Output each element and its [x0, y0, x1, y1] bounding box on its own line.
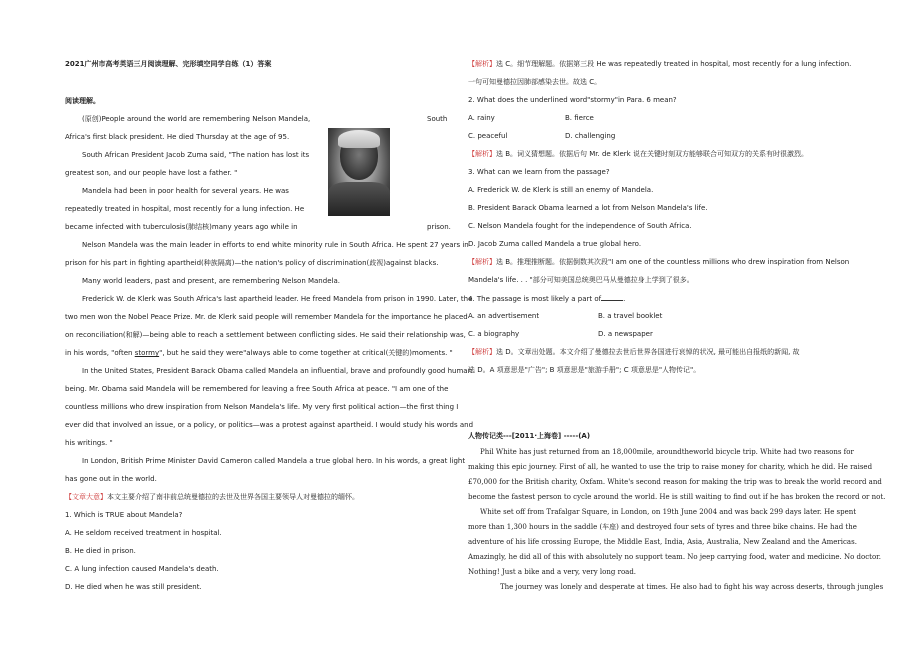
- passage2-line: adventure of his life crossing Europe, the Middle East, India, Asia, Australia, New Zealand and the Americas.: [468, 538, 857, 546]
- passage-line: repeatedly treated in hospital, most recently for a lung infection. He: [65, 205, 305, 213]
- analysis-tag: 【解析】: [468, 150, 496, 158]
- option-1a: A. He seldom received treatment in hospital.: [65, 529, 222, 537]
- passage-line: Nelson Mandela was the main leader in efforts to end white minority rule in South Africa. He spent 27 years in: [82, 241, 469, 249]
- mandela-portrait-photo: [328, 128, 390, 216]
- analysis-4: 【解析】选 D。文章出处题。本文介绍了曼德拉去世后世界各国进行哀悼的状况, 最可能出自报纸的新闻, 故: [468, 348, 800, 356]
- document-title: 2021广州市高考英语三月阅读理解、完形填空同学自练（1）答案: [65, 60, 272, 68]
- portrait-hair: [338, 130, 380, 148]
- passage-line: South African President Jacob Zuma said, "The nation has lost its: [82, 151, 310, 159]
- analysis-tag: 【解析】: [468, 258, 496, 266]
- question-2: 2. What does the underlined word"stormy"in Para. 6 mean?: [468, 96, 677, 104]
- passage2-line: Nothing! Just a bike and a very, very long road.: [468, 568, 637, 576]
- portrait-hands: [328, 182, 390, 216]
- analysis-line: 一句可知曼德拉因肺部感染去世。故选 C。: [468, 78, 602, 86]
- passage-line: countless millions who drew inspiration from Nelson Mandela's life. My very first political action—the first thing I: [65, 403, 459, 411]
- passage-line: prison for his part in fighting apartheid(种族隔离)—the nation's policy of discrimination(歧视)against blacks.: [65, 259, 439, 267]
- option-3a: A. Frederick W. de Klerk is still an enemy of Mandela.: [468, 186, 654, 194]
- passage-line: became infected with tuberculosis(肺结核)many years ago while in: [65, 223, 298, 231]
- passage-line: Many world leaders, past and present, are remembering Nelson Mandela.: [82, 277, 340, 285]
- passage-line: his writings. ": [65, 439, 113, 447]
- passage-line: Mandela had been in poor health for several years. He was: [82, 187, 289, 195]
- option-1b: B. He died in prison.: [65, 547, 136, 555]
- passage-line: ever did that involved an issue, or a policy, or politics—was a protest against apartheid. I would study his words and: [65, 421, 474, 429]
- option-4c: C. a biography: [468, 330, 520, 338]
- option-2c: C. peaceful: [468, 132, 508, 140]
- passage-line: in his words, "often stormy", but he said they were"always able to come together at critical(关键的)moments. ": [65, 349, 453, 357]
- analysis-line: 选 D。A 项意思是"广告"; B 项意思是"旅游手册"; C 项意思是"人物传记"。: [468, 366, 701, 374]
- option-3c: C. Nelson Mandela fought for the independence of South Africa.: [468, 222, 692, 230]
- passage2-line: more than 1,300 hours in the saddle (车座) and destroyed four sets of tyres and three bike chains. He had the: [468, 523, 857, 531]
- option-3b: B. President Barack Obama learned a lot from Nelson Mandela's life.: [468, 204, 708, 212]
- option-4a: A. an advertisement: [468, 312, 540, 320]
- passage-line: greatest son, and our people have lost a father. ": [65, 169, 238, 177]
- summary-tag: 【文章大意】: [65, 493, 107, 501]
- passage-line: In the United States, President Barack Obama called Mandela an influential, brave and profoundly good human: [82, 367, 473, 375]
- analysis-3: 【解析】选 B。推理推断题。依据倒数其次段"I am one of the countless millions who drew inspiration from Nelson: [468, 258, 850, 266]
- analysis-tag: 【解析】: [468, 60, 496, 68]
- passage-line: on reconciliation(和解)—being able to reach a settlement between conflicting sides. He said their relationship was,: [65, 331, 466, 339]
- option-3d: D. Jacob Zuma called Mandela a true global hero.: [468, 240, 642, 248]
- passage2-line: White set off from Trafalgar Square, in London, on 19th June 2004 and was back 299 days later. He spent: [480, 508, 857, 516]
- underlined-word-stormy: stormy: [134, 349, 160, 357]
- passage2-line: Phil White has just returned from an 18,000mile, aroundtheworld bicycle trip. White had two reasons for: [480, 448, 854, 456]
- option-1d: D. He died when he was still president.: [65, 583, 202, 591]
- passage2-line: become the fastest person to cycle around the world. He is still waiting to find out if he has broken the record or not.: [468, 493, 886, 501]
- passage-line: prison.: [427, 223, 451, 231]
- article-summary: 【文章大意】本文主要介绍了南非前总统曼德拉的去世及世界各国主要领导人对曼德拉的缅怀。: [65, 493, 359, 501]
- passage2-line: making this epic journey. First of all, he wanted to use the trip to raise money for charity, which he did. He raised: [468, 463, 873, 471]
- analysis-1: 【解析】选 C。细节理解题。依据第三段 He was repeatedly treated in hospital, most recently for a lung infection.: [468, 60, 852, 68]
- passage-line: Frederick W. de Klerk was South Africa's last apartheid leader. He freed Mandela from prison in 1990. Later, the: [82, 295, 473, 303]
- option-2a: A. rainy: [468, 114, 495, 122]
- section-heading-biography: 人物传记类---[2011·上海卷] -----(A): [468, 432, 591, 440]
- passage-line: South: [427, 115, 448, 123]
- passage-line: (原创)People around the world are remembering Nelson Mandela,: [82, 115, 311, 123]
- passage-line: two men won the Nobel Peace Prize. Mr. de Klerk said people will remember Mandela for the importance he placed: [65, 313, 468, 321]
- option-2d: D. challenging: [565, 132, 616, 140]
- analysis-2: 【解析】选 B。词义猜想题。依据后句 Mr. de Klerk 说在关键时刻双方能够联合可知双方的关系有时很激烈。: [468, 150, 808, 158]
- section-heading-reading: 阅读理解。: [65, 97, 100, 105]
- passage-line: being. Mr. Obama said Mandela will be remembered for leaving a free South Africa at peace. "I am one of the: [65, 385, 449, 393]
- question-3: 3. What can we learn from the passage?: [468, 168, 610, 176]
- passage-line: In London, British Prime Minister David Cameron called Mandela a true global hero. In his words, a great light: [82, 457, 466, 465]
- question-1: 1. Which is TRUE about Mandela?: [65, 511, 183, 519]
- answer-blank: [601, 294, 623, 301]
- analysis-tag: 【解析】: [468, 348, 496, 356]
- passage2-line: £70,000 for the British charity, Oxfam. White's second reason for making the trip was to break the world record and: [468, 478, 882, 486]
- question-4: 4. The passage is most likely a part of .: [468, 295, 626, 303]
- option-2b: B. fierce: [565, 114, 594, 122]
- passage2-line: Amazingly, he did all of this with absolutely no support team. No jeep carrying food, water and medicine. No doctor.: [468, 553, 881, 561]
- option-4d: D. a newspaper: [598, 330, 653, 338]
- option-4b: B. a travel booklet: [598, 312, 663, 320]
- option-1c: C. A lung infection caused Mandela's death.: [65, 565, 219, 573]
- analysis-line: Mandela's life. . . "部分可知美国总统奥巴马从曼德拉身上学到了很多。: [468, 276, 694, 284]
- passage-line: has gone out in the world.: [65, 475, 157, 483]
- passage-line: Africa's first black president. He died Thursday at the age of 95.: [65, 133, 290, 141]
- passage2-line: The journey was lonely and desperate at times. He also had to fight his way across deserts, through jungles: [500, 583, 884, 591]
